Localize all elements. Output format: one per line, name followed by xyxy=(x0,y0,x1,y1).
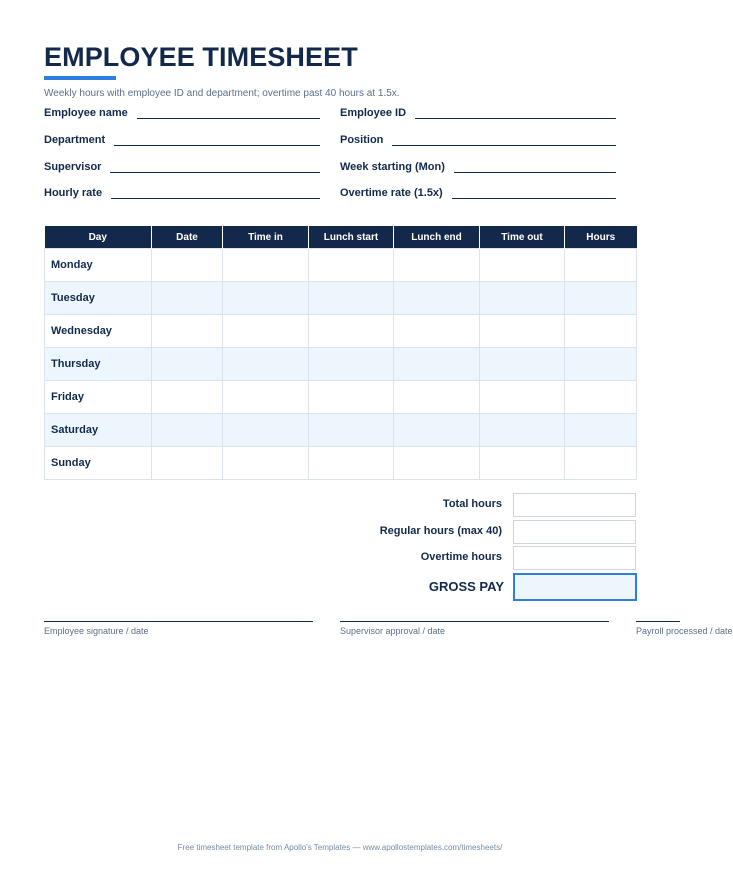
hours-cell[interactable] xyxy=(565,447,637,480)
time-in-cell[interactable] xyxy=(223,315,309,348)
fill-line[interactable] xyxy=(137,118,320,119)
column-header-lunch-start: Lunch start xyxy=(309,226,394,249)
time-out-cell[interactable] xyxy=(480,447,565,480)
column-header-lunch-end: Lunch end xyxy=(394,226,480,249)
time-out-cell[interactable] xyxy=(480,315,565,348)
column-header-hours: Hours xyxy=(565,226,637,249)
date-cell[interactable] xyxy=(152,249,223,282)
fill-line[interactable] xyxy=(452,198,616,199)
field-label: Employee name xyxy=(44,107,128,119)
field-label: Week starting (Mon) xyxy=(340,161,445,173)
position-field[interactable] xyxy=(340,131,616,147)
field-label: Supervisor xyxy=(44,161,102,173)
title-underline xyxy=(44,76,116,80)
fill-line[interactable] xyxy=(114,145,320,146)
hours-cell[interactable] xyxy=(565,249,637,282)
date-cell[interactable] xyxy=(152,315,223,348)
table-row xyxy=(45,348,637,381)
time-in-cell[interactable] xyxy=(223,447,309,480)
date-cell[interactable] xyxy=(152,282,223,315)
table-row xyxy=(45,447,637,480)
lunch-start-cell[interactable] xyxy=(309,282,394,315)
date-cell[interactable] xyxy=(152,414,223,447)
field-label: Overtime rate (1.5x) xyxy=(340,187,443,199)
lunch-end-cell[interactable] xyxy=(394,447,480,480)
time-out-cell[interactable] xyxy=(480,348,565,381)
date-cell[interactable] xyxy=(152,381,223,414)
table-row xyxy=(45,414,637,447)
column-header-time-out: Time out xyxy=(480,226,565,249)
timesheet-table xyxy=(44,226,637,480)
regular-hours-box[interactable] xyxy=(513,520,636,544)
table-header-row xyxy=(45,226,637,249)
lunch-end-cell[interactable] xyxy=(394,315,480,348)
lunch-start-cell[interactable] xyxy=(309,447,394,480)
fill-line[interactable] xyxy=(392,145,616,146)
table-row xyxy=(45,381,637,414)
field-label: Department xyxy=(44,134,106,146)
time-out-cell[interactable] xyxy=(480,282,565,315)
field-label: Position xyxy=(340,134,384,146)
week-starting-field[interactable] xyxy=(340,158,616,174)
employee-signature-label: Employee signature / date xyxy=(44,626,149,636)
day-cell: Monday xyxy=(45,249,152,282)
regular-hours-label: Regular hours (max 40) xyxy=(379,525,502,537)
field-label: Employee ID xyxy=(340,107,407,119)
hours-cell[interactable] xyxy=(565,348,637,381)
page-footer: Free timesheet template from Apollo's Templates — www.apollostemplates.com/timesheets/ xyxy=(177,843,503,852)
department-field[interactable] xyxy=(44,131,320,147)
day-cell: Sunday xyxy=(45,447,152,480)
gross-pay-label: GROSS PAY xyxy=(428,579,504,594)
date-cell[interactable] xyxy=(152,348,223,381)
column-header-time-in: Time in xyxy=(223,226,309,249)
lunch-end-cell[interactable] xyxy=(394,282,480,315)
time-in-cell[interactable] xyxy=(223,282,309,315)
fill-line[interactable] xyxy=(454,172,616,173)
date-cell[interactable] xyxy=(152,447,223,480)
lunch-end-cell[interactable] xyxy=(394,348,480,381)
supervisor-approval-label: Supervisor approval / date xyxy=(340,626,446,636)
page-subtitle: Weekly hours with employee ID and department; overtime past 40 hours at 1.5x. xyxy=(44,88,400,99)
total-hours-label: Total hours xyxy=(442,498,502,510)
lunch-start-cell[interactable] xyxy=(309,414,394,447)
employee-signature-line[interactable] xyxy=(44,621,313,622)
column-header-day: Day xyxy=(45,226,152,249)
day-cell: Tuesday xyxy=(45,282,152,315)
fill-line[interactable] xyxy=(415,118,616,119)
fill-line[interactable] xyxy=(111,198,320,199)
time-in-cell[interactable] xyxy=(223,381,309,414)
column-header-date: Date xyxy=(152,226,223,249)
supervisor-field[interactable] xyxy=(44,158,320,174)
payroll-processed-line[interactable] xyxy=(636,621,680,622)
total-hours-box[interactable] xyxy=(513,493,636,517)
hours-cell[interactable] xyxy=(565,414,637,447)
day-cell: Thursday xyxy=(45,348,152,381)
payroll-processed-label: Payroll processed / date xyxy=(636,626,733,636)
table-row xyxy=(45,315,637,348)
gross-pay-box[interactable] xyxy=(513,573,637,601)
time-out-cell[interactable] xyxy=(480,414,565,447)
table-row xyxy=(45,282,637,315)
time-out-cell[interactable] xyxy=(480,381,565,414)
lunch-start-cell[interactable] xyxy=(309,348,394,381)
lunch-start-cell[interactable] xyxy=(309,315,394,348)
lunch-end-cell[interactable] xyxy=(394,414,480,447)
employee-name-field[interactable] xyxy=(44,104,320,120)
time-in-cell[interactable] xyxy=(223,414,309,447)
lunch-start-cell[interactable] xyxy=(309,249,394,282)
employee-id-field[interactable] xyxy=(340,104,616,120)
overtime-rate-field[interactable] xyxy=(340,184,616,200)
lunch-end-cell[interactable] xyxy=(394,381,480,414)
table-row xyxy=(45,249,637,282)
page-title: EMPLOYEE TIMESHEET xyxy=(44,42,358,72)
lunch-start-cell[interactable] xyxy=(309,381,394,414)
hours-cell[interactable] xyxy=(565,381,637,414)
time-out-cell[interactable] xyxy=(480,249,565,282)
hours-cell[interactable] xyxy=(565,282,637,315)
day-cell: Friday xyxy=(45,381,152,414)
hourly-rate-field[interactable] xyxy=(44,184,320,200)
time-in-cell[interactable] xyxy=(223,249,309,282)
lunch-end-cell[interactable] xyxy=(394,249,480,282)
day-cell: Wednesday xyxy=(45,315,152,348)
overtime-hours-box[interactable] xyxy=(513,546,636,570)
supervisor-approval-line[interactable] xyxy=(340,621,609,622)
fill-line[interactable] xyxy=(110,172,320,173)
time-in-cell[interactable] xyxy=(223,348,309,381)
hours-cell[interactable] xyxy=(565,315,637,348)
field-label: Hourly rate xyxy=(44,187,103,199)
overtime-hours-label: Overtime hours xyxy=(420,551,502,563)
day-cell: Saturday xyxy=(45,414,152,447)
